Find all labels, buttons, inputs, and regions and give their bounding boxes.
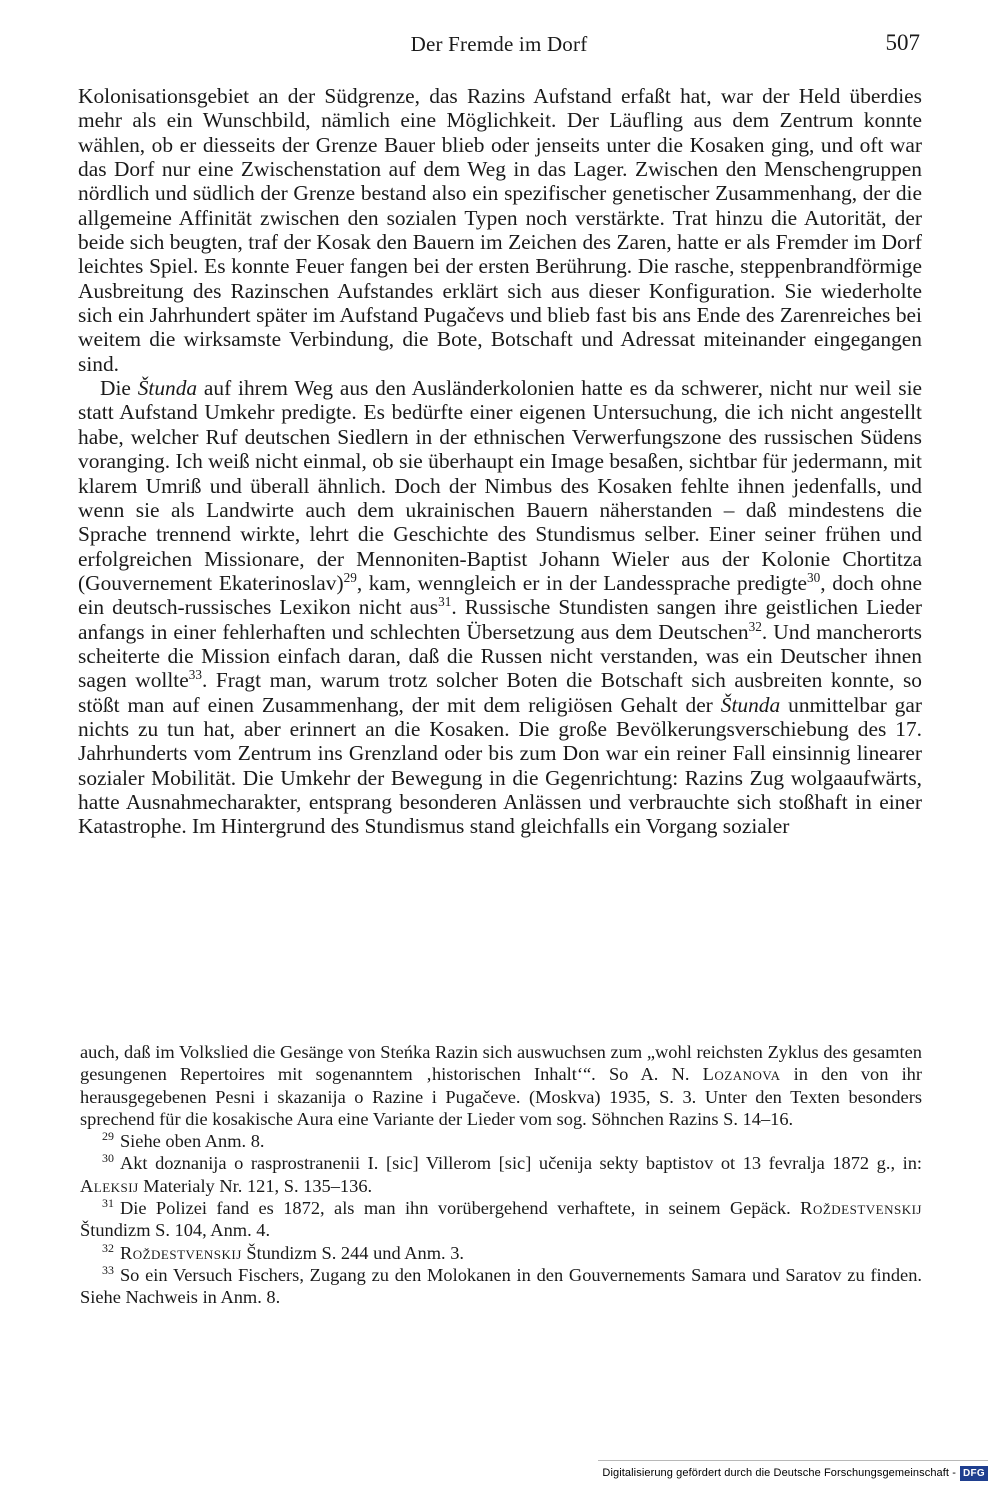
banner-divider [598, 1460, 988, 1461]
paragraph-2: Die Štunda auf ihrem Weg aus den Ausländerkolonien hatte es da schwerer, nicht nur weil sie statt Aufstand Umkehr predigte. Es bedürfte einer eigenen Untersuchung, die ich nicht angestellt habe, welcher Ruf deutschen Siedlern in der ethnischen Verwerfungszone des russischen Südens voranging. Ich weiß nicht einmal, ob sie überhaupt ein Image besaßen, sichtbar für jedermann, mit klarem Umriß und überall ähnlich. Doch der Nimbus des Kosaken fehlte ihnen jedenfalls, und wenn sie als Landwirte auch dem ukrainischen Bauern näherstanden – daß mindestens die Sprache trennend wirkte, lehrt die Geschichte des Stundismus selber. Einer seiner frühen und erfolgreichen Missionare, der Mennoniten-Baptist Johann Wieler aus der Kolonie Chortitza (Gouvernement Ekaterinoslav)$^{29}$, kam, wenngleich er in der Landessprache predigte$^{30}$, doch ohne ein deutsch-russisches Lexikon nicht aus$^{31}$. Russische Stundisten sangen ihre geistlichen Lieder anfangs in einer fehlerhaften und schlechten Übersetzung aus dem Deutschen$^{32}$. Und mancherorts scheiterte die Mission einfach daran, daß die Russen nicht verstanden, was ein Deutscher ihnen sagen wollte$^{33}$. Fragt man, warum trotz solcher Boten die Botschaft sich ausbreiten konnte, so stößt man auf einen Zusammenhang, der mit dem religiösen Gehalt der Štunda unmittelbar gar nichts zu tun hat, aber erinnert an die Kosaken. Die große Bevölkerungsverschiebung des 17. Jahrhunderts vom Zentrum ins Grenzland oder bis zum Don war ein reiner Fall einsinnig linearer sozialer Mobilität. Die Umkehr der Bewegung in die Gegenrichtung: Razins Zug wolgaaufwärts, hatte Ausnahmecharakter, entsprang besonderen Anlässen und verbrauchte sich stoßhaft in einer Katastrophe. Im Hintergrund des Stundismus stand gleichfalls ein Vorgang sozialer [78, 376, 923, 839]
footnote-ref-33[interactable]: 33 [188, 667, 202, 683]
footnote-number: 29 [102, 1129, 114, 1144]
footnote-number: 31 [102, 1195, 114, 1210]
author-name: Roždestvenskij [800, 1198, 922, 1219]
stunda-term: Štunda [137, 376, 198, 401]
footnote-33: $^{33}$ So ein Versuch Fischers, Zugang zu den Molokanen in den Gouvernements Samara und Saratov zu finden. Siehe Nachweis in Anm. 8. [80, 1262, 922, 1308]
footnote-ref-31[interactable]: 31 [438, 594, 452, 610]
running-title: Der Fremde im Dorf [410, 32, 588, 56]
footnote-number: 30 [102, 1151, 114, 1166]
dfg-banner [598, 1460, 988, 1482]
page-number: 507 [885, 30, 920, 55]
author-name: Aleksij [80, 1175, 139, 1196]
footnote-31: $^{31}$ Die Polizei fand es 1872, als man ihn vorübergehend verhaftete, in seinem Gepäck. Roždestvenskij Štundizm S. 104, Anm. 4. [80, 1195, 922, 1241]
stunda-term: Štunda [720, 692, 781, 717]
footnote-ref-30[interactable]: 30 [807, 569, 821, 585]
footnote-29: $^{29}$ Siehe oben Anm. 8. [102, 1129, 265, 1152]
page-header [78, 28, 920, 64]
footnote-number: 33 [102, 1262, 114, 1277]
dfg-logo: DFG [960, 1466, 988, 1481]
footnote-32: $^{32}$ Roždestvenskij Štundizm S. 244 und Anm. 3. [102, 1240, 465, 1263]
footnote-number: 32 [102, 1240, 114, 1255]
footnote-continuation: auch, daß im Volkslied die Gesänge von Steńka Razin sich auswuchsen zum „wohl reichsten Zyklus des gesamten gesungenen Repertoires mit sogenanntem ‚historischen Inhalt‘“. So A. N. Lozanova in den von ihr herausgegebenen Pesni i skazanija o Razine i Pugačeve. (Moskva) 1935, S. 3. Unter den Texten besonders sprechend für die kosakische Aura eine Variante der Lieder vom sog. Söhnchen Razins S. 14–16. [80, 1042, 923, 1129]
main-text [78, 84, 922, 839]
paragraph-1: Kolonisationsgebiet an der Südgrenze, das Razins Aufstand erfaßt hat, war der Held überdies mehr als ein Wunschbild, nämlich eine Möglichkeit. Der Läufling aus dem Zentrum konnte wählen, ob er diesseits der Grenze Bauer blieb oder jenseits unter die Kosaken ging, und oft war das Dorf nur eine Zwischenstation auf dem Weg in das Lager. Zwischen den Menschengruppen nördlich und südlich der Grenze bestand also ein spezifischer genetischer Zusammenhang, der die allgemeine Affinität zwischen den sozialen Typen noch verstärkte. Trat hinzu die Autorität, der beide sich beugten, traf der Kosak den Bauern im Zeichen des Zaren, hatte er als Fremder im Dorf leichtes Spiel. Es konnte Feuer fangen bei der ersten Berührung. Die rasche, steppenbrandförmige Ausbreitung des Razinschen Aufstandes erklärt sich aus dieser Konfiguration. Sie wiederholte sich ein Jahrhundert später im Aufstand Pugačevs und blieb fast bis ans Ende des Zarenreiches bei weitem die wirksamste Verbindung, die Bote, Botschaft und Adressat miteinander eingegangen sind. [78, 84, 922, 376]
footnotes [80, 1041, 922, 1309]
footnote-ref-29[interactable]: 29 [343, 569, 357, 585]
author-name: Roždestvenskij [119, 1242, 242, 1263]
footnote-30: $^{30}$ Akt doznanija o rasprostranenii I. [sic] Villerom [sic] učenija sekty baptistov ot 13 fevralja 1872 g., in: Aleksij Materialy Nr. 121, S. 135–136. [80, 1151, 922, 1196]
banner-text: Digitalisierung gefördert durch die Deutsche Forschungsgemeinschaft - [602, 1467, 956, 1479]
footnote-ref-32[interactable]: 32 [748, 618, 762, 634]
author-name: Lozanova [702, 1064, 781, 1085]
